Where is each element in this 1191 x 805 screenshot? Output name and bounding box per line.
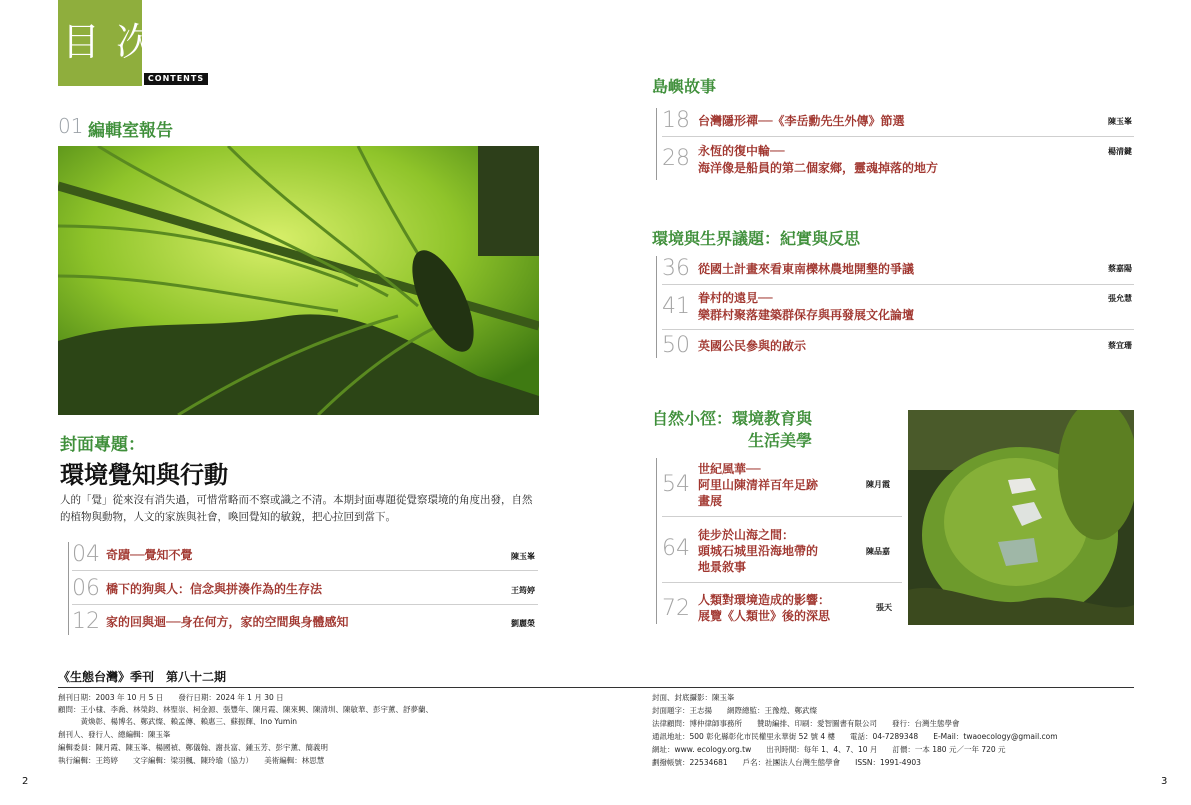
entry-page-number: 12 [72,609,100,634]
entry-subtitle: 阿里山陳清祥百年足跡 [698,478,819,492]
entry-page-number: 06 [72,576,100,601]
entry-author: 蔡嘉陽 [1108,264,1132,273]
moss-rock-photo [908,410,1134,625]
entry-title: 家的回與迴──身在何方，家的空間與身體感知 [106,615,349,629]
divider [72,604,538,605]
entry-title: 眷村的遠見── [698,291,773,305]
entry-subtitle-2: 地景敘事 [698,560,747,574]
entry-subtitle-2: 畫展 [698,494,723,508]
cover-feature-description: 人的「覺」從來沒有消失過，可惜常略而不察或識之不清。本期封面專題從覺察環境的角度出發，自然的植物與動物，人文的家族與社會，喚回覺知的敏銳，把心拉回到當下。 [60,494,533,523]
entry-title: 世紀風華── [698,462,761,476]
credit-line: 劃撥帳號：22534681 戶名：社團法人台灣生態學會 ISSN：1991-4903 [652,758,921,767]
entry-subtitle: 樂群村聚落建築群保存與再發展文化論壇 [698,308,915,322]
entry-author: 張允慧 [1108,294,1132,303]
entry-page-number: 41 [662,294,690,319]
entry-title: 永恆的復中輪── [698,144,785,158]
section-title-nature-line2: 生活美學 [748,431,813,450]
cover-feature-title: 環境覺知與行動 [60,461,228,489]
entry-author: 陳品嘉 [866,547,890,556]
entry-author: 王筠婷 [511,586,535,595]
section-title-island: 島嶼故事 [652,77,717,96]
entry-author: 陳玉峯 [511,552,535,561]
entry-author: 陳月霞 [866,480,890,489]
magazine-title: 《生態台灣》季刊 第八十二期 [58,670,227,684]
entry-title: 英國公民參與的啟示 [698,339,807,353]
contents-tag: CONTENTS [144,73,208,85]
entry-author: 陳玉峯 [1108,117,1132,126]
section-title-environment: 環境與生界議題：紀實與反思 [652,229,861,248]
entry-author: 楊清鍵 [1108,147,1132,156]
environment-bar [656,256,657,358]
entry-title: 台灣隱形禪──《李岳勳先生外傳》節選 [698,114,905,128]
entry-page-number: 18 [662,108,690,133]
right-page-number: 3 [1161,776,1168,787]
entry-subtitle: 海洋像是船員的第二個家鄉，靈魂掉落的地方 [698,161,939,175]
divider [662,329,1134,330]
divider [662,582,902,583]
entry-page-number: 28 [662,146,690,171]
entry-title: 橋下的狗與人：信念與拼湊作為的生存法 [106,582,323,596]
page-title: 目 次 [62,20,157,64]
credit-line: 執行編輯：王筠婷 文字編輯：梁羽楓、陳玲瑜（協力） 美術編輯：林思慧 [58,756,325,765]
divider [72,570,538,571]
moss-illustration [908,410,1134,625]
entry-author: 蔡宜珊 [1108,341,1132,350]
credit-line: 通訊地址：500 彰化縣彰化市民權里永華街 52 號 4 樓 電話：04-7289348 E-Mail：twaoecology@gmail.com [652,732,1058,741]
entry-page-number: 04 [72,542,100,567]
leaf-photo [58,146,539,415]
entry-page-number: 64 [662,536,690,561]
entry-title: 奇蹟──覺知不覺 [106,548,193,562]
entry-page-number: 50 [662,333,690,358]
divider [662,516,902,517]
credit-line: 創刊日期：2003 年 10 月 5 日 發行日期：2024 年 1 月 30 日 [58,693,284,702]
section-title-nature: 自然小徑：環境教育與 [652,409,813,428]
credit-line: 顧問：王小棣、李喬、林榮鈞、林聖崇、柯金源、張豐年、陳月霞、陳來興、陳清圳、陳敏華、彭宇薰、舒夢蘭、 [58,705,433,714]
nature-bar [656,458,657,624]
editor-page-number: 01 [58,114,84,138]
entry-author: 張天 [876,603,892,612]
entry-subtitle: 展覽《人類世》後的深思 [698,609,831,623]
cover-feature-label: 封面專題： [60,435,145,455]
credit-line: 封面、封底攝影：陳玉峯 [652,693,735,702]
credit-line: 黃煥彰、楊博名、鄭武燦、賴孟傳、賴惠三、蘇振輝、Ino Yumin [58,717,298,726]
leaf-illustration [58,146,539,415]
credit-line: 封面題字：王志揚 網際總監：王豫煌、鄭武燦 [652,706,817,715]
credit-line: 法律顧問：博仲律師事務所 贊助編排、印刷：愛智圖書有限公司 發行：台灣生態學會 [652,719,960,728]
entry-page-number: 72 [662,596,690,621]
credit-line: 網址：www. ecology.org.tw 出刊時間：每年 1、4、7、10 月 訂價：一本 180 元／一年 720 元 [652,745,1006,754]
island-bar [656,108,657,180]
entry-subtitle: 頭城石城里沿海地帶的 [698,544,819,558]
entry-author: 劉麗榮 [511,619,535,628]
cover-entries-bar [68,542,69,635]
left-page-number: 2 [22,776,29,787]
editor-report-title[interactable]: 編輯室報告 [88,121,173,141]
entry-page-number: 54 [662,472,690,497]
divider [662,284,1134,285]
footer-divider [58,687,1134,688]
entry-title: 從國土計畫來看東南櫟林農地開墾的爭議 [698,262,915,276]
entry-title: 人類對環境造成的影響： [698,593,831,607]
entry-title: 徒步於山海之間： [698,528,795,542]
credit-line: 編輯委員：陳月霞、陳玉峯、楊國禎、鄭儀翰、謝長富、鍾玉芳、彭宇薰、簡義明 [58,743,328,752]
entry-page-number: 36 [662,256,690,281]
credit-line: 創刊人、發行人、總編輯：陳玉峯 [58,730,171,739]
divider [662,136,1134,137]
